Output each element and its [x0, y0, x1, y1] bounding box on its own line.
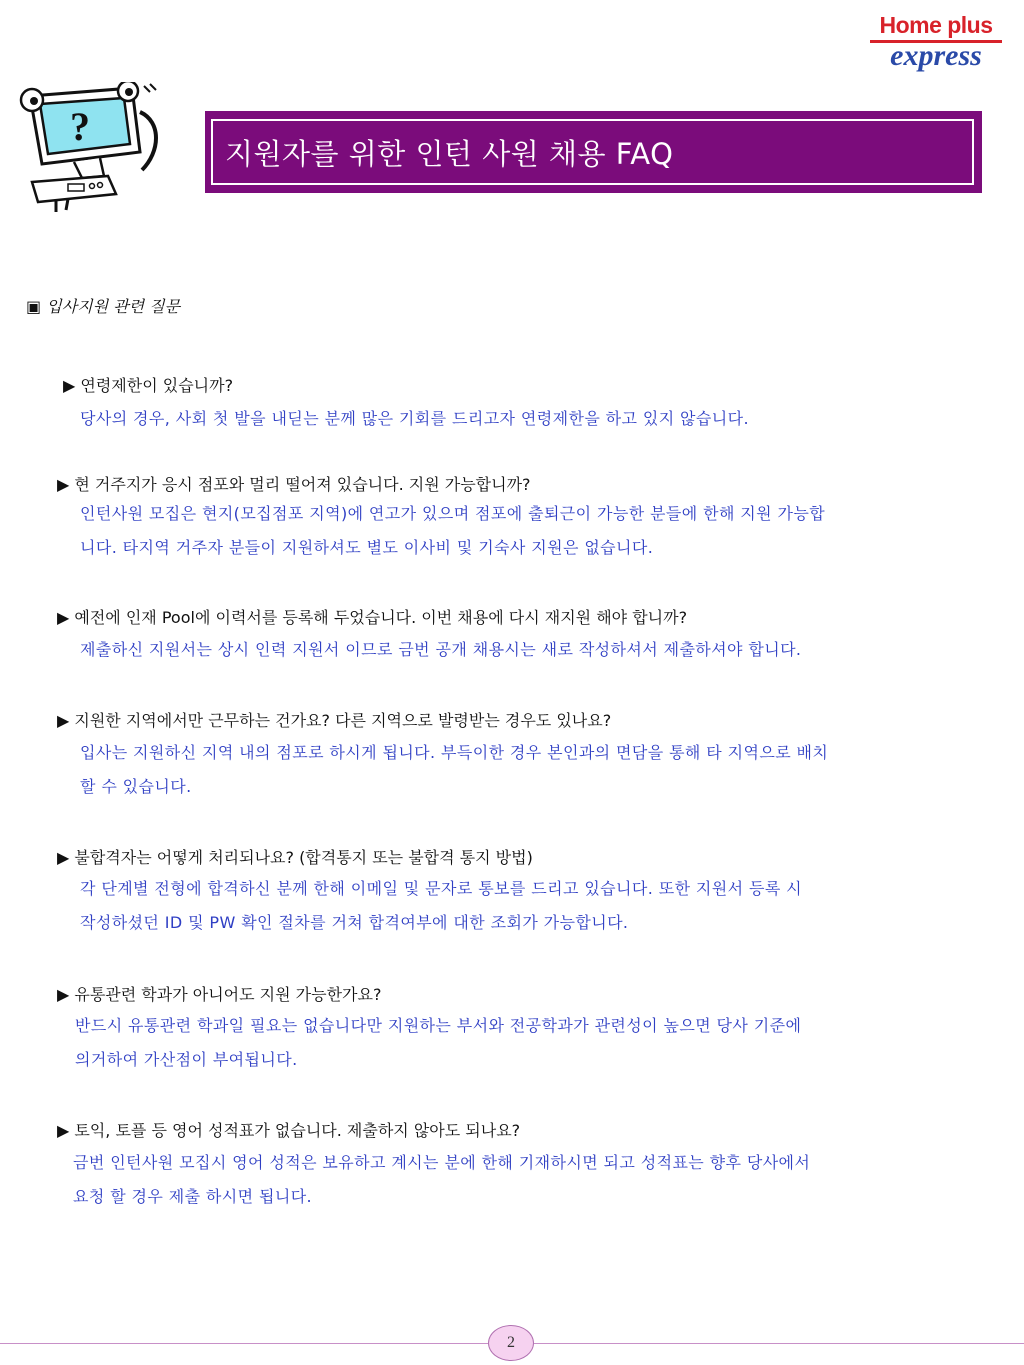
faq-question-talent-pool: ▶ 예전에 인재 Pool에 이력서를 등록해 두었습니다. 이번 채용에 다시 재지원 해야 합니까?	[57, 608, 688, 627]
faq-answer-age-limit: 당사의 경우, 사회 첫 발을 내딛는 분께 많은 기회를 드리고자 연령제한을 하고 있지 않습니다.	[80, 409, 749, 428]
faq-answer-residence-line1: 인턴사원 모집은 현지(모집점포 지역)에 연고가 있으며 점포에 출퇴근이 가능한 분들에 한해 지원 가능합	[80, 504, 826, 523]
title-banner-frame	[211, 119, 974, 185]
logo-text-express: express	[890, 39, 982, 72]
section-heading: ▣ 입사지원 관련 질문	[26, 297, 181, 316]
page-title: 지원자를 위한 인턴 사원 채용 FAQ	[225, 136, 674, 171]
faq-answer-english-score-line2: 요청 할 경우 제출 하시면 됩니다.	[73, 1187, 313, 1206]
faq-question-rejection: ▶ 불합격자는 어떻게 처리되나요? (합격통지 또는 불합격 통지 방법)	[57, 848, 533, 867]
faq-answer-major-line1: 반드시 유통관련 학과일 필요는 없습니다만 지원하는 부서와 전공학과가 관련성이 높으면 당사 기준에	[75, 1016, 802, 1035]
homeplus-express-logo	[866, 12, 1006, 71]
page-number: 2	[488, 1325, 534, 1361]
faq-answer-work-region-line1: 입사는 지원하신 지역 내의 점포로 하시게 됩니다. 부득이한 경우 본인과의 면담을 통해 타 지역으로 배치	[80, 743, 829, 762]
title-banner	[205, 111, 982, 193]
footer-divider-right	[534, 1343, 1024, 1344]
logo-text-home-plus: Home plus	[879, 12, 993, 38]
faq-question-age-limit: ▶ 연령제한이 있습니까?	[63, 376, 234, 395]
faq-question-english-score: ▶ 토익, 토플 등 영어 성적표가 없습니다. 제출하지 않아도 되나요?	[57, 1121, 521, 1140]
faq-answer-rejection-line2: 작성하셨던 ID 및 PW 확인 절차를 거쳐 합격여부에 대한 조회가 가능합니다.	[80, 913, 629, 932]
faq-answer-residence-line2: 니다. 타지역 거주자 분들이 지원하셔도 별도 이사비 및 기숙사 지원은 없습니다.	[80, 538, 654, 557]
faq-answer-major-line2: 의거하여 가산점이 부여됩니다.	[75, 1050, 298, 1069]
footer-divider-left	[0, 1343, 488, 1344]
svg-text:?: ?	[70, 104, 90, 149]
faq-answer-rejection-line1: 각 단계별 전형에 합격하신 분께 한해 이메일 및 문자로 통보를 드리고 있습니다. 또한 지원서 등록 시	[80, 879, 803, 898]
faq-answer-work-region-line2: 할 수 있습니다.	[80, 777, 192, 796]
faq-question-work-region: ▶ 지원한 지역에서만 근무하는 건가요? 다른 지역으로 발령받는 경우도 있나요?	[57, 711, 612, 730]
faq-question-residence: ▶ 현 거주지가 응시 점포와 멀리 떨어져 있습니다. 지원 가능합니까?	[57, 475, 531, 494]
faq-question-major: ▶ 유통관련 학과가 아니어도 지원 가능한가요?	[57, 985, 382, 1004]
question-computer-mascot-icon	[12, 82, 172, 217]
faq-answer-english-score-line1: 금번 인턴사원 모집시 영어 성적은 보유하고 계시는 분에 한해 기재하시면 되고 성적표는 향후 당사에서	[73, 1153, 811, 1172]
faq-answer-talent-pool: 제출하신 지원서는 상시 인력 지원서 이므로 금번 공개 채용시는 새로 작성하셔서 제출하셔야 합니다.	[80, 640, 802, 659]
